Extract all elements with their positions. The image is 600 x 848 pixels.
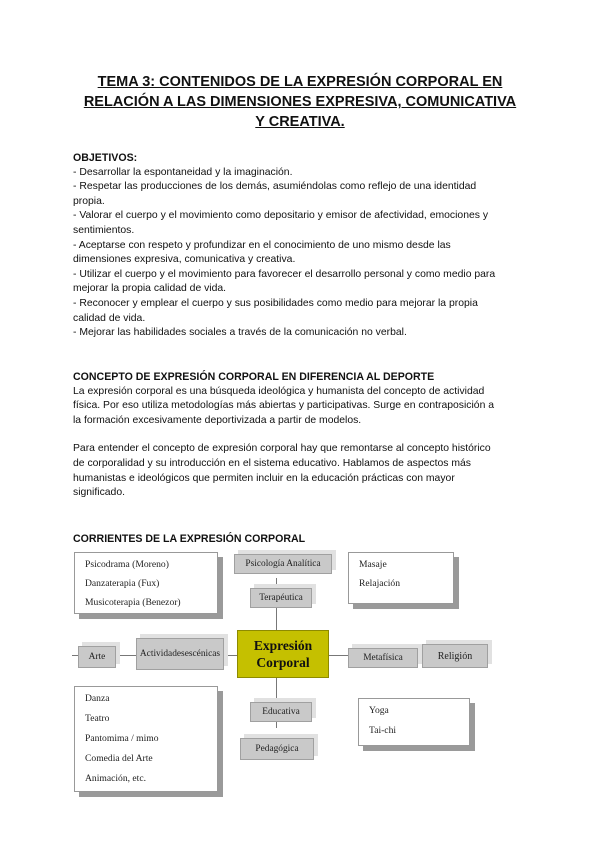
box-item: Comedia del Arte <box>85 753 153 764</box>
objetivo-line: - Utilizar el cuerpo y el movimiento para favorecer el desarrollo personal y como medio para <box>73 268 496 280</box>
box-item: Psicodrama (Moreno) <box>85 559 169 570</box>
objetivo-line: - Respetar las producciones de los demás, asumiéndolas como reflejo de una identidad <box>73 181 477 193</box>
corrientes-diagram <box>72 548 500 798</box>
concepto-line: humanistas e ideológicos que permiten incluir en la educación prácticas con mayor <box>73 472 455 484</box>
terapeutica-node: Terapéutica <box>250 588 312 608</box>
objetivos-heading: OBJETIVOS: <box>73 152 138 164</box>
concepto-line: física. Por eso utiliza metodologías más abiertas y participativas. Surge en contraposición a <box>73 400 495 412</box>
masaje-box <box>348 552 454 604</box>
concepto-line: significado. <box>73 487 125 499</box>
actividades-line-1: Actividades <box>139 648 185 659</box>
box-item: Animación, etc. <box>85 773 147 784</box>
terapeutica-examples-box <box>74 552 218 614</box>
corrientes-section <box>73 532 533 547</box>
actividades-line-2: escénicas <box>184 648 221 659</box>
religion-node: Religión <box>422 644 488 668</box>
box-item: Teatro <box>85 713 110 724</box>
concepto-section <box>73 370 533 501</box>
concepto-heading: CONCEPTO DE EXPRESIÓN CORPORAL EN DIFERENCIA AL DEPORTE <box>73 371 435 383</box>
psicologia-analitica-node: Psicología Analítica <box>234 554 332 574</box>
center-line-2: Corporal <box>256 655 310 670</box>
objetivo-line: - Reconocer y emplear el cuerpo y sus posibilidades como medio para mejorar la propia <box>73 297 478 309</box>
box-item: Danza <box>85 693 110 704</box>
objetivo-line: mejorar la propia calidad de vida. <box>73 283 227 295</box>
objetivo-line: sentimientos. <box>73 224 135 236</box>
box-item: Masaje <box>359 559 387 570</box>
box-item: Danzaterapia (Fux) <box>85 578 160 589</box>
metafisica-node: Metafísica <box>348 648 418 668</box>
objetivo-line: - Mejorar las habilidades sociales a través de la comunicación no verbal. <box>73 327 407 339</box>
box-item: Relajación <box>359 578 401 589</box>
objetivo-line: - Valorar el cuerpo y el movimiento como depositario y emisor de afectividad, emociones y <box>73 210 489 222</box>
objetivo-line: - Desarrollar la espontaneidad y la imaginación. <box>73 166 293 178</box>
pedagogica-node: Pedagógica <box>240 738 314 760</box>
arte-node: Arte <box>78 646 116 668</box>
concepto-line: Para entender el concepto de expresión corporal hay que remontarse al concepto histórico <box>73 443 491 455</box>
objetivo-line: - Aceptarse con respeto y profundizar en el conocimiento de uno mismo desde las <box>73 239 451 251</box>
concepto-line: la formación excesivamente deportivizada a partir de modelos. <box>73 414 362 426</box>
box-item: Yoga <box>369 705 389 716</box>
center-line-1: Expresión <box>253 638 313 653</box>
box-item: Pantomima / mimo <box>85 733 159 744</box>
objetivo-line: dimensiones expresiva, comunicativa y creativa. <box>73 254 296 266</box>
title-line-2: RELACIÓN A LAS DIMENSIONES EXPRESIVA, COMUNICATIVA <box>83 94 517 110</box>
title-line-3: Y CREATIVA. <box>255 114 345 130</box>
objetivo-line: propia. <box>73 195 105 207</box>
title-line-1: TEMA 3: CONTENIDOS DE LA EXPRESIÓN CORPORAL EN <box>97 74 503 90</box>
educativa-node: Educativa <box>250 702 312 722</box>
objetivos-section <box>73 151 533 341</box>
actividades-escenicas-node <box>136 638 224 670</box>
actividades-examples-box <box>74 686 218 792</box>
metafisica-examples-box <box>358 698 470 746</box>
concepto-line: La expresión corporal es una búsqueda ideológica y humanista del concepto de actividad <box>73 385 485 397</box>
document-title <box>60 72 540 132</box>
expresion-corporal-center <box>237 630 329 678</box>
objetivo-line: calidad de vida. <box>73 312 146 324</box>
box-item: Tai-chi <box>369 725 397 736</box>
box-item: Musicoterapia (Benezor) <box>85 597 181 608</box>
concepto-line: de corporalidad y su introducción en el sistema educativo. Hablamos de aspectos más <box>73 457 471 469</box>
corrientes-heading: CORRIENTES DE LA EXPRESIÓN CORPORAL <box>73 533 306 545</box>
